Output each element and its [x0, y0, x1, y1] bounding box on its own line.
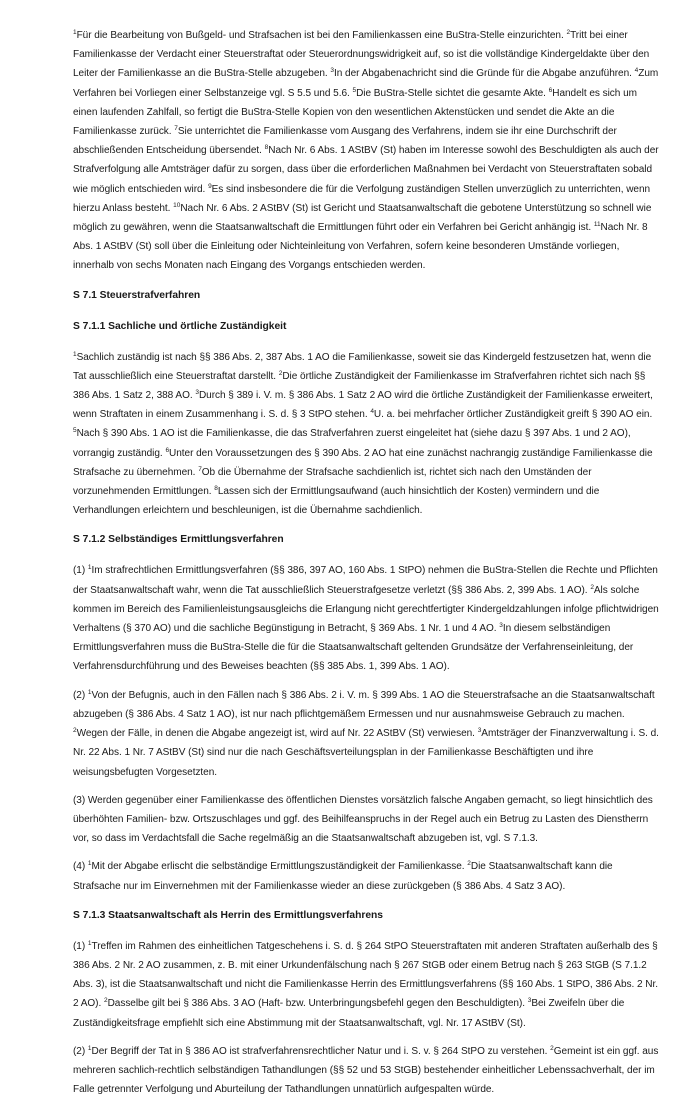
sentence-text: Wegen der Fälle, in denen die Abgabe angezeigt ist, wird auf Nr. 22 AStBV (St) verwiesen. [76, 728, 478, 740]
sentence-text: Treffen im Rahmen des einheitlichen Tatgeschehens i. S. d. § 264 StPO Steuerstraftaten mit anderen Straftaten außerhalb des § 386 Abs. 2 Nr. 2 AO zusammen, z. B. mit einer Urkundenfälschung nach § 267 StGB oder einem Betrug nach § 263 StGB (S 7.1.2 Abs. 3), ist die Staatsanwaltschaft und nicht die Familienkasse Herrin des Ermittlungsverfahrens (§§ 160 Abs. 1 StPO, 386 Abs. 2 Nr. 2 AO). [73, 940, 658, 1010]
sentence-number: 1 [73, 350, 77, 358]
sentence-number: 1 [87, 939, 92, 947]
paragraph [73, 791, 662, 849]
sentence-number: 2 [278, 369, 283, 377]
sentence-number: 2 [73, 727, 77, 735]
sentence-number: 2 [566, 29, 571, 36]
sentence-number: 1 [73, 29, 77, 36]
sentence-number: 3 [527, 997, 532, 1005]
sentence-number: 8 [264, 144, 269, 152]
sentence-number: 3 [477, 727, 482, 735]
paragraph-number: (4) [73, 861, 88, 873]
paragraph [73, 937, 662, 1033]
sentence-text: Nach § 390 Abs. 1 AO ist die Familienkasse, die das Strafverfahren zuerst eingeleitet hat (siehe dazu § 397 Abs. 1 und 2 AO), vorrangig zuständig. [73, 428, 631, 459]
sentence-number: 7 [174, 125, 178, 133]
paragraph-number: (2) [73, 1045, 88, 1057]
sentence-number: 3 [499, 622, 503, 630]
sentence-text: Die örtliche Zuständigkeit der Familienkasse im Strafverfahren richtet sich nach §§ 386 Abs. 1 Satz 2, 388 AO. [73, 370, 646, 402]
sentence-number: 1 [87, 564, 92, 572]
sentence-text: Für die Bearbeitung von Bußgeld- und Strafsachen ist bei den Familienkassen eine BuStra-Stelle einzurichten. [76, 30, 567, 41]
sentence-text: U. a. bei mehrfacher örtlicher Zuständigkeit greift § 390 AO ein. [373, 409, 653, 421]
sentence-number: 5 [73, 427, 77, 435]
sentence-number: 4 [634, 67, 639, 75]
paragraph-number: (1) [73, 940, 88, 952]
sentence-number: 10 [173, 201, 181, 209]
sentence-number: 2 [550, 1044, 554, 1052]
sentence-number: 4 [370, 408, 374, 416]
paragraph [73, 561, 662, 676]
section-heading: S 7.1.1 Sachliche und örtliche Zuständigkeit [73, 320, 287, 332]
paragraph [73, 686, 662, 782]
sentence-text: Die Staatsanwaltschaft kann die Strafsache nur im Einvernehmen mit der Familienkasse wieder an diese zurückgeben (§ 386 Abs. 4 Satz 3 AO). [73, 861, 613, 892]
sentence-text: Als solche kommen im Bereich des Familienleistungsausgleichs die Erlangung nicht gerechtfertigter Kindergeldzahlungen infolge pflichtwidrigen Verhaltens (§ 370 AO) und die sachliche Begünstigung in Betracht, § 369 Abs. 1 Nr. 1 und 4 AO. [73, 584, 659, 635]
paragraph [73, 857, 662, 895]
sentence-text: Nach Nr. 6 Abs. 2 AStBV (St) ist Gericht und Staatsanwaltschaft die gebotene Unterstützung so schnell wie möglich zu gewähren, wenn die Staatsanwaltschaft die Ermittlungen führt oder ein Verfahren bei Gericht anhängig ist. [73, 202, 652, 234]
sentence-number: 8 [214, 485, 218, 493]
paragraph [73, 348, 662, 521]
sentence-text: In der Abgabenachricht sind die Gründe für die Abgabe anzuführen. [334, 68, 635, 80]
section-heading: S 7.1.2 Selbständiges Ermittlungsverfahren [73, 534, 284, 546]
sentence-number: 6 [165, 446, 170, 454]
paragraph-number: (2) [73, 689, 88, 701]
sentence-text: Ob die Übernahme der Strafsache sachdienlich ist, richtet sich nach den Umständen der vorzunehmenden Ermittlungen. [73, 466, 592, 498]
sentence-text: Zum Verfahren bei Vorliegen einer Selbstanzeige vgl. S 5.5 und 5.6. [73, 68, 659, 99]
paragraph-number: (3) Werden gegenüber einer Familienkasse des öffentlichen Dienstes vorsätzlich falsche Angaben gemacht, so liegt hinsichtlich des überhöhten Familien- bzw. Ortszuschlages und ggf. des Beihilfeanspruchs in der Regel auch ein Betrug zu Lasten des Dienstherrn vor, so dass im Verdachtsfall die Sache regelmäßig an die Staatsanwaltschaft abzugeben ist, vgl. S 7.1.3. [73, 794, 653, 845]
sentence-text: Nach Nr. 6 Abs. 1 AStBV (St) haben im Interesse sowohl des Beschuldigten als auch der Strafverfolgung alle Amtsträger dafür zu sorgen, dass über die erforderlichen Maßnahmen bei Verdacht von Steuerstraftaten sobald wie möglich entschieden wird. [73, 145, 659, 195]
sentence-number: 1 [87, 860, 92, 868]
sentence-number: 11 [593, 221, 601, 229]
sentence-number: 2 [590, 583, 594, 591]
sentence-text: Gemeint ist ein ggf. aus mehreren sachlich-rechtlich selbständigen Tathandlungen (§§ 52 und 53 StGB) bestehender einheitlicher Lebenssachverhalt, der im Falle getrennter Verfolgung und Aburteilung der Tathandlungen unnatürlich aufgespalten würde. [73, 1045, 659, 1096]
sentence-text: Nach Nr. 8 Abs. 1 AStBV (St) soll über die Einleitung oder Nichteinleitung von Verfahren, sofern keine besonderen Umstände vorliegen, innerhalb von sechs Monaten nach Eingang des Vorgangs entschieden werden. [73, 222, 648, 272]
paragraph [73, 26, 662, 276]
sentence-text: Die BuStra-Stelle sichtet die gesamte Akte. [356, 87, 549, 99]
sentence-text: Bei Zweifeln über die Zuständigkeitsfrage empfiehlt sich eine Abstimmung mit der Staatsanwaltschaft, vgl. Nr. 17 AStBV (St). [73, 998, 625, 1029]
section-heading: S 7.1 Steuerstrafverfahren [73, 289, 201, 301]
sentence-text: Durch § 389 i. V. m. § 386 Abs. 1 Satz 2 AO wird die örtliche Zuständigkeit der Familienkasse erweitert, wenn Straftaten in einem Zusammenhang i. S. d. § 3 StPO stehen. [73, 390, 653, 421]
sentence-number: 3 [195, 389, 199, 397]
sentence-text: Handelt es sich um einen laufenden Zahlfall, so fertigt die BuStra-Stelle Kopien von den wesentlichen Aktenstücken und sendet die Akte an die Familienkasse zurück. [73, 87, 637, 138]
sentence-number: 2 [467, 860, 471, 868]
sentence-text: Es sind insbesondere die für die Verfolgung zuständigen Stellen unverzüglich zu unterrichten, wenn hierzu Anlass besteht. [73, 183, 651, 214]
sentence-text: Dasselbe gilt bei § 386 Abs. 3 AO (Haft- bzw. Unterbringungsbefehl gegen den Beschuldigten). [107, 998, 528, 1010]
sentence-number: 2 [104, 997, 108, 1005]
sentence-number: 3 [330, 67, 334, 75]
sentence-text: Mit der Abgabe erlischt die selbständige Ermittlungszuständigkeit der Familienkasse. [91, 861, 468, 873]
sentence-text: Sachlich zuständig ist nach §§ 386 Abs. 2, 387 Abs. 1 AO die Familienkasse, soweit sie das Kindergeld festzusetzen hat, wenn die Tat ausschließlich eine Steuerstraftat darstellt. [73, 351, 652, 382]
sentence-number: 9 [208, 182, 212, 190]
sentence-text: In diesem selbständigen Ermittlungsverfahren muss die BuStra-Stelle die für die Staatsanwaltschaft geltenden Grundsätze der Verfahrenseinleitung, der Verfahrensdurchführung und des Beweises beachten (§§ 385 Abs. 1, 399 Abs. 1 AO). [73, 623, 634, 673]
sentence-number: 1 [87, 1044, 92, 1052]
sentence-text: Sie unterrichtet die Familienkasse vom Ausgang des Verfahrens, indem sie ihr eine Durchschrift der abschließenden Entscheidung übersendet. [73, 126, 617, 157]
sentence-text: Amtsträger der Finanzverwaltung i. S. d. Nr. 22 Abs. 1 Nr. 7 AStBV (St) sind nur die nach Geschäftsverteilungsplan in der Familienkasse Beschäftigten und ihre weisungsbefugten Vorgesetzten. [73, 728, 659, 778]
section-heading: S 7.1.3 Staatsanwaltschaft als Herrin des Ermittlungsverfahrens [73, 909, 383, 921]
sentence-text: Von der Befugnis, auch in den Fällen nach § 386 Abs. 2 i. V. m. § 399 Abs. 1 AO die Steuerstrafsache an die Staatsanwaltschaft abzugeben (§ 386 Abs. 4 Satz 1 AO), ist nur nach pflichtgemäßem Ermessen und nur ausnahmsweise Gebrauch zu machen. [73, 689, 655, 720]
sentence-number: 5 [352, 86, 357, 94]
sentence-number: 7 [198, 465, 202, 473]
paragraph-number: (1) [73, 565, 88, 577]
sentence-number: 1 [87, 688, 92, 696]
sentence-text: Unter den Voraussetzungen des § 390 Abs. 2 AO hat eine zunächst nachrangig zuständige Familienkasse die Strafsache zu übernehmen. [73, 447, 653, 478]
sentence-text: Tritt bei einer Familienkasse der Verdacht einer Steuerstraftat oder Steuerordnungswidrigkeit auf, so ist die vollständige Kindergeldakte über den Leiter der Familienkasse an die BuStra-Stelle abzugeben. [73, 30, 650, 80]
sentence-text: Lassen sich der Ermittlungsaufwand (auch hinsichtlich der Kosten) vermindern und die Verhandlungen erleichtern und beschleunigen, ist die Übernahme sachdienlich. [73, 486, 600, 517]
sentence-text: Der Begriff der Tat in § 386 AO ist strafverfahrensrechtlicher Natur und i. S. v. § 264 StPO zu verstehen. [91, 1045, 551, 1057]
sentence-number: 6 [548, 86, 553, 94]
sentence-text: Im strafrechtlichen Ermittlungsverfahren (§§ 386, 397 AO, 160 Abs. 1 StPO) nehmen die BuStra-Stellen die Rechte und Pflichten der Staatsanwaltschaft wahr, wenn die Tat ausschließlich Steuerstrafgesetze verletzt (§§ 386 Abs. 2, 399 Abs. 1 AO). [73, 565, 658, 596]
paragraph [73, 1042, 662, 1099]
